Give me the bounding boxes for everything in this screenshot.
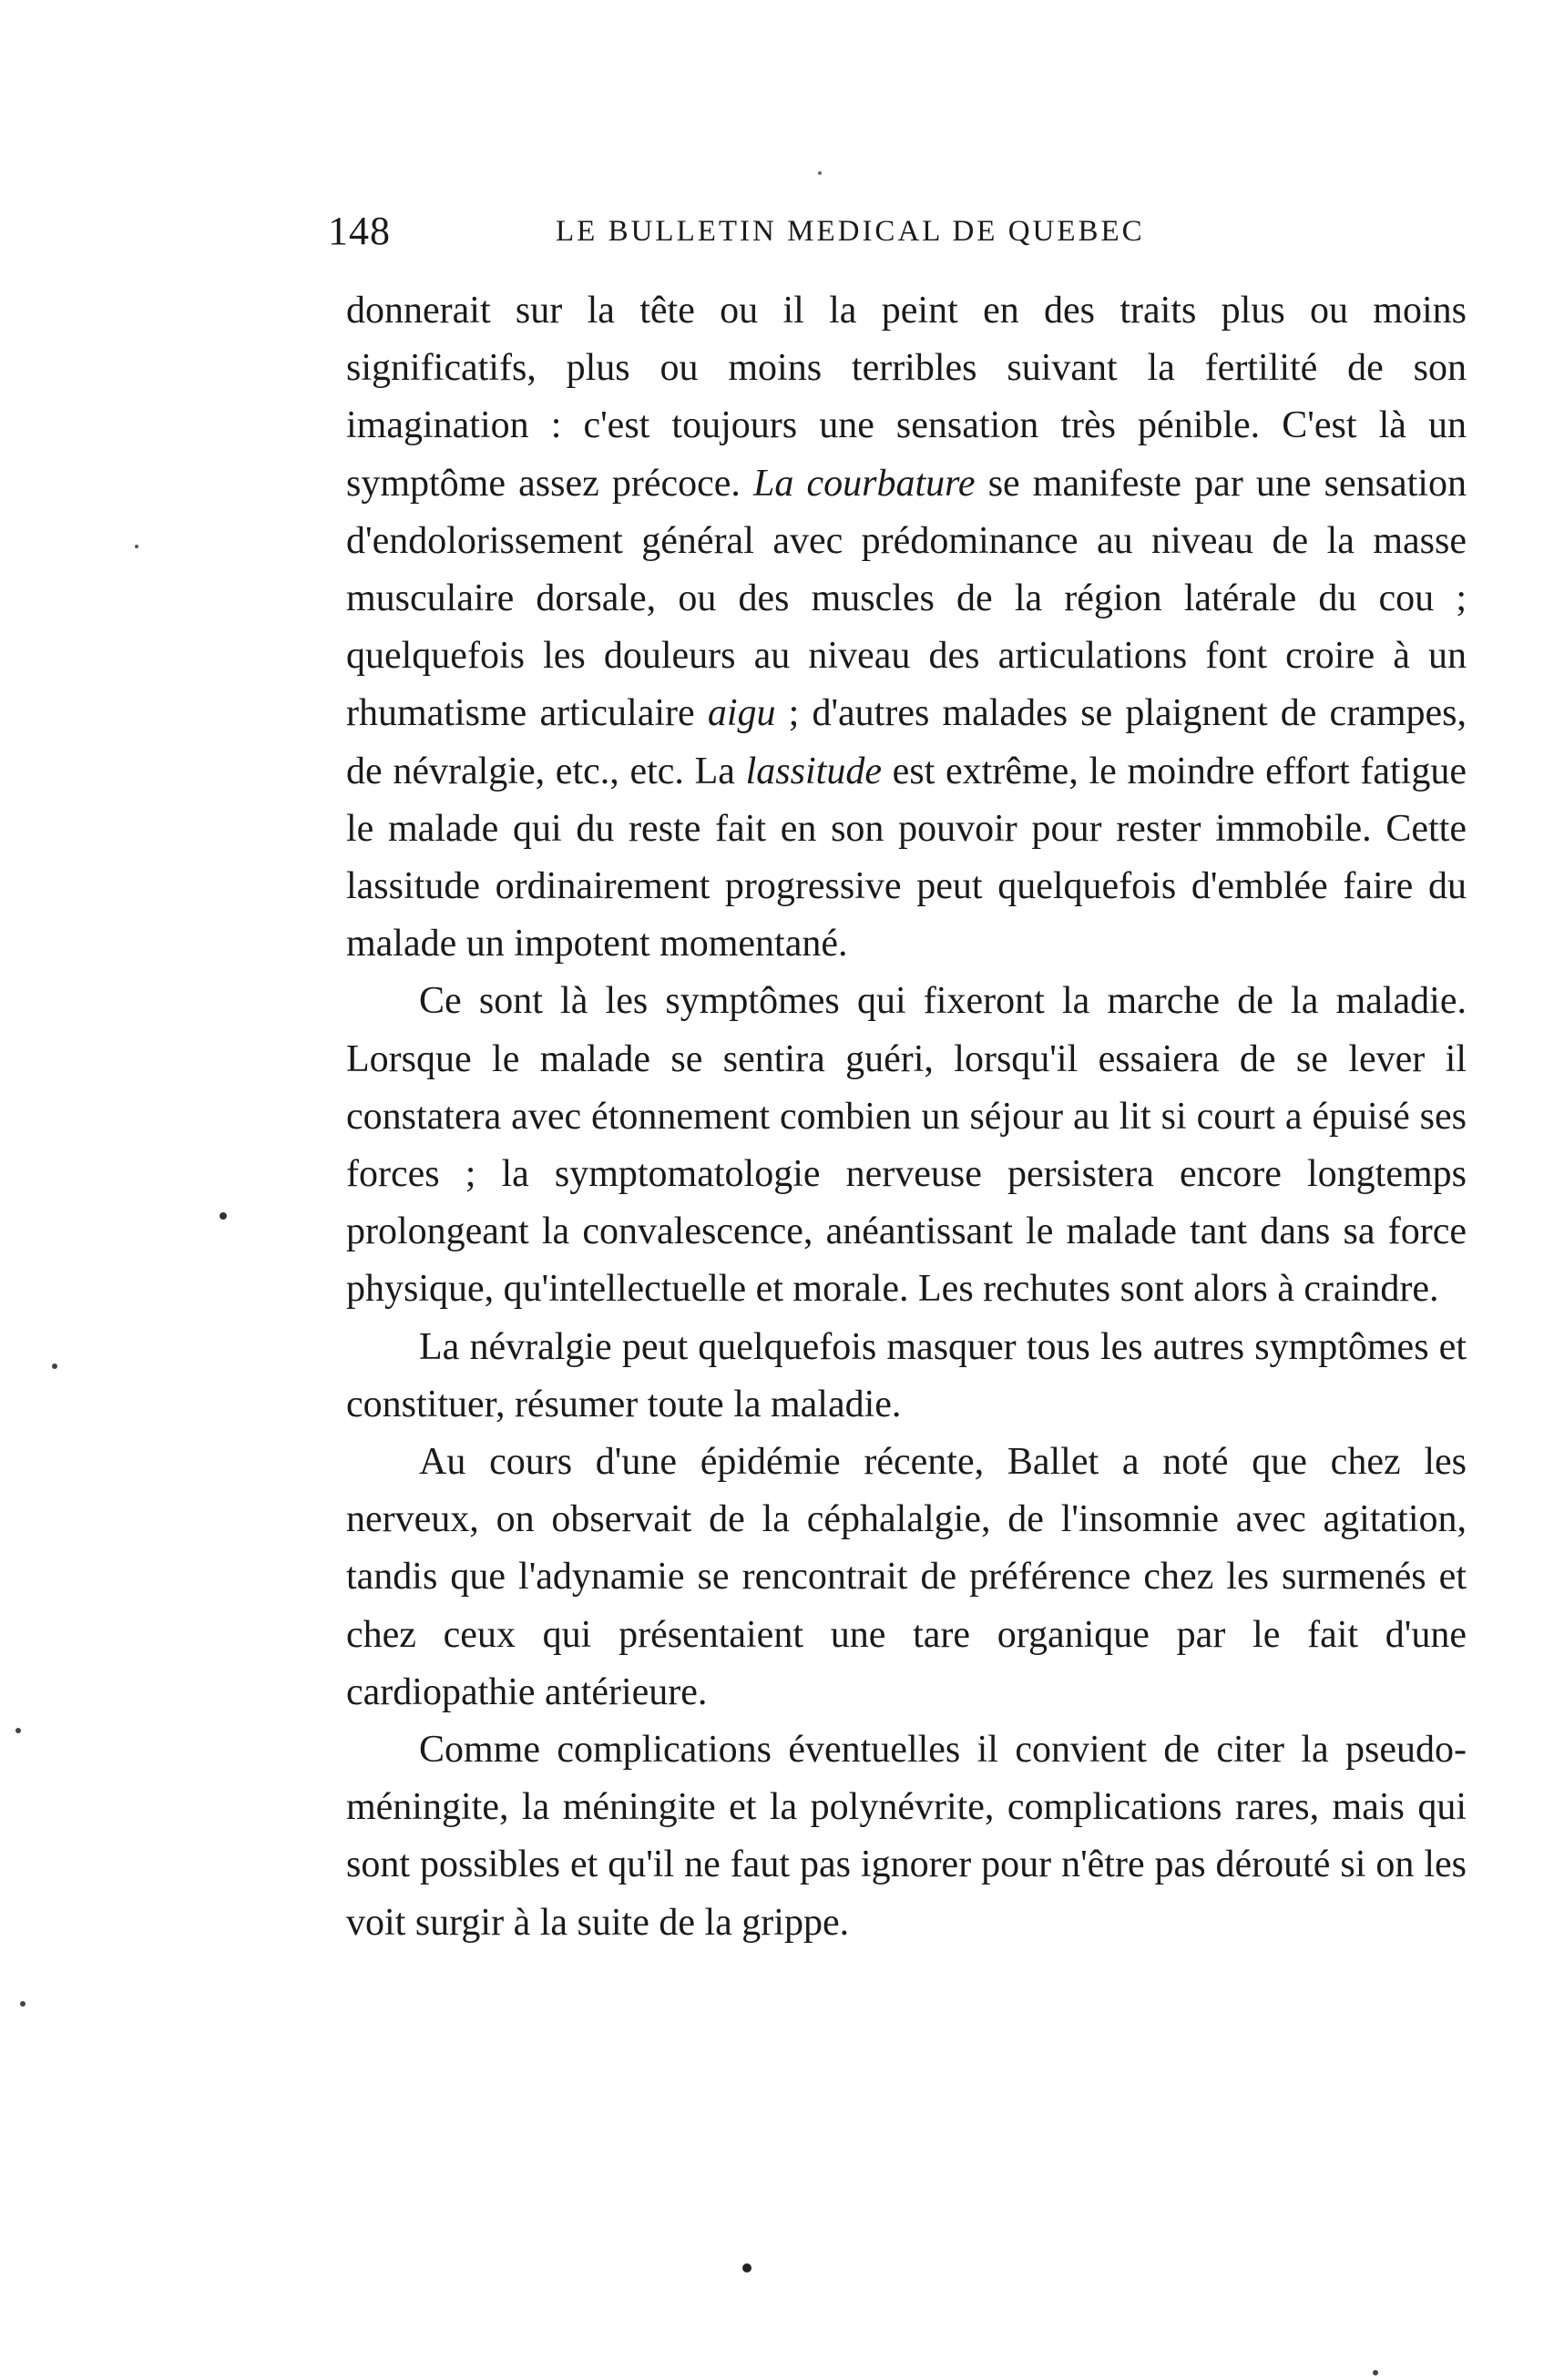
paragraph-neuralgia: La névralgie peut quelquefois masquer tous les autres symptômes et constituer, résumer toute la maladie. xyxy=(346,1325,1467,1425)
text-segment: donnerait sur la tête ou il la peint en des traits plus ou moins significatifs, plus ou moins terribles suivant la fertilité de son imagination : c'est toujours une sensation très pénible. C'est là un symptôme assez précoce. xyxy=(346,290,1467,505)
text-segment: se manifeste par une sensation d'endolorissement général avec prédominance au niveau de la masse musculaire dorsale, ou des muscles de la région latérale du cou ; quelquefois les douleurs au niveau des articulations font croire à un rhumatisme articulaire xyxy=(346,462,1467,735)
ink-speck xyxy=(220,1212,227,1220)
running-head xyxy=(301,208,1248,262)
ink-speck xyxy=(135,545,138,548)
body-text xyxy=(346,282,1467,1952)
ink-speck xyxy=(742,2263,751,2273)
journal-title: LE BULLETIN MEDICAL DE QUEBEC xyxy=(556,215,1145,248)
italic-term-lassitude: lassitude xyxy=(745,750,882,792)
italic-term-aigu: aigu xyxy=(707,692,776,735)
italic-term-courbature: La courbature xyxy=(753,462,976,505)
ink-speck xyxy=(818,171,822,175)
ink-speck xyxy=(1373,2370,1378,2375)
paragraph-symptoms xyxy=(346,282,1467,973)
ink-speck xyxy=(52,1364,57,1369)
ink-speck xyxy=(20,2001,26,2007)
text-segment: est extrême, le moindre effort fatigue le malade qui du reste fait en son pouvoir pour rester immobile. Cette lassitude ordinairement progressive peut quelquefois d'emblée faire du malade un impotent momentané. xyxy=(346,750,1467,965)
text-segment: ; d'autres malades se plaignent de crampes, de névralgie, etc., etc. La xyxy=(346,692,1467,792)
paragraph-complications: Comme complications éventuelles il convient de citer la pseudo-méningite, la méningite et la polynévrite, complications rares, mais qui sont possibles et qu'il ne faut pas ignorer pour n'être pas dérouté si on les voit surgir à la suite de la grippe. xyxy=(346,1729,1467,1944)
page-number: 148 xyxy=(328,209,391,253)
paragraph-course: Ce sont là les symptômes qui fixeront la marche de la maladie. Lorsque le malade se sentira guéri, lorsqu'il essaiera de se lever il constatera avec étonnement combien un séjour au lit si court a épuisé ses forces ; la symptomatologie nerveuse persistera encore longtemps prolongeant la convalescence, anéantissant le malade tant dans sa force physique, qu'intellectuelle et morale. Les rechutes sont alors à craindre. xyxy=(346,980,1467,1311)
paragraph-epidemic: Au cours d'une épidémie récente, Ballet a noté que chez les nerveux, on observait de la céphalalgie, de l'insomnie avec agitation, tandis que l'adynamie se rencontrait de préférence chez les surmenés et chez ceux qui présentaient une tare organique par le fait d'une cardiopathie antérieure. xyxy=(346,1441,1467,1713)
ink-speck xyxy=(15,1728,21,1733)
